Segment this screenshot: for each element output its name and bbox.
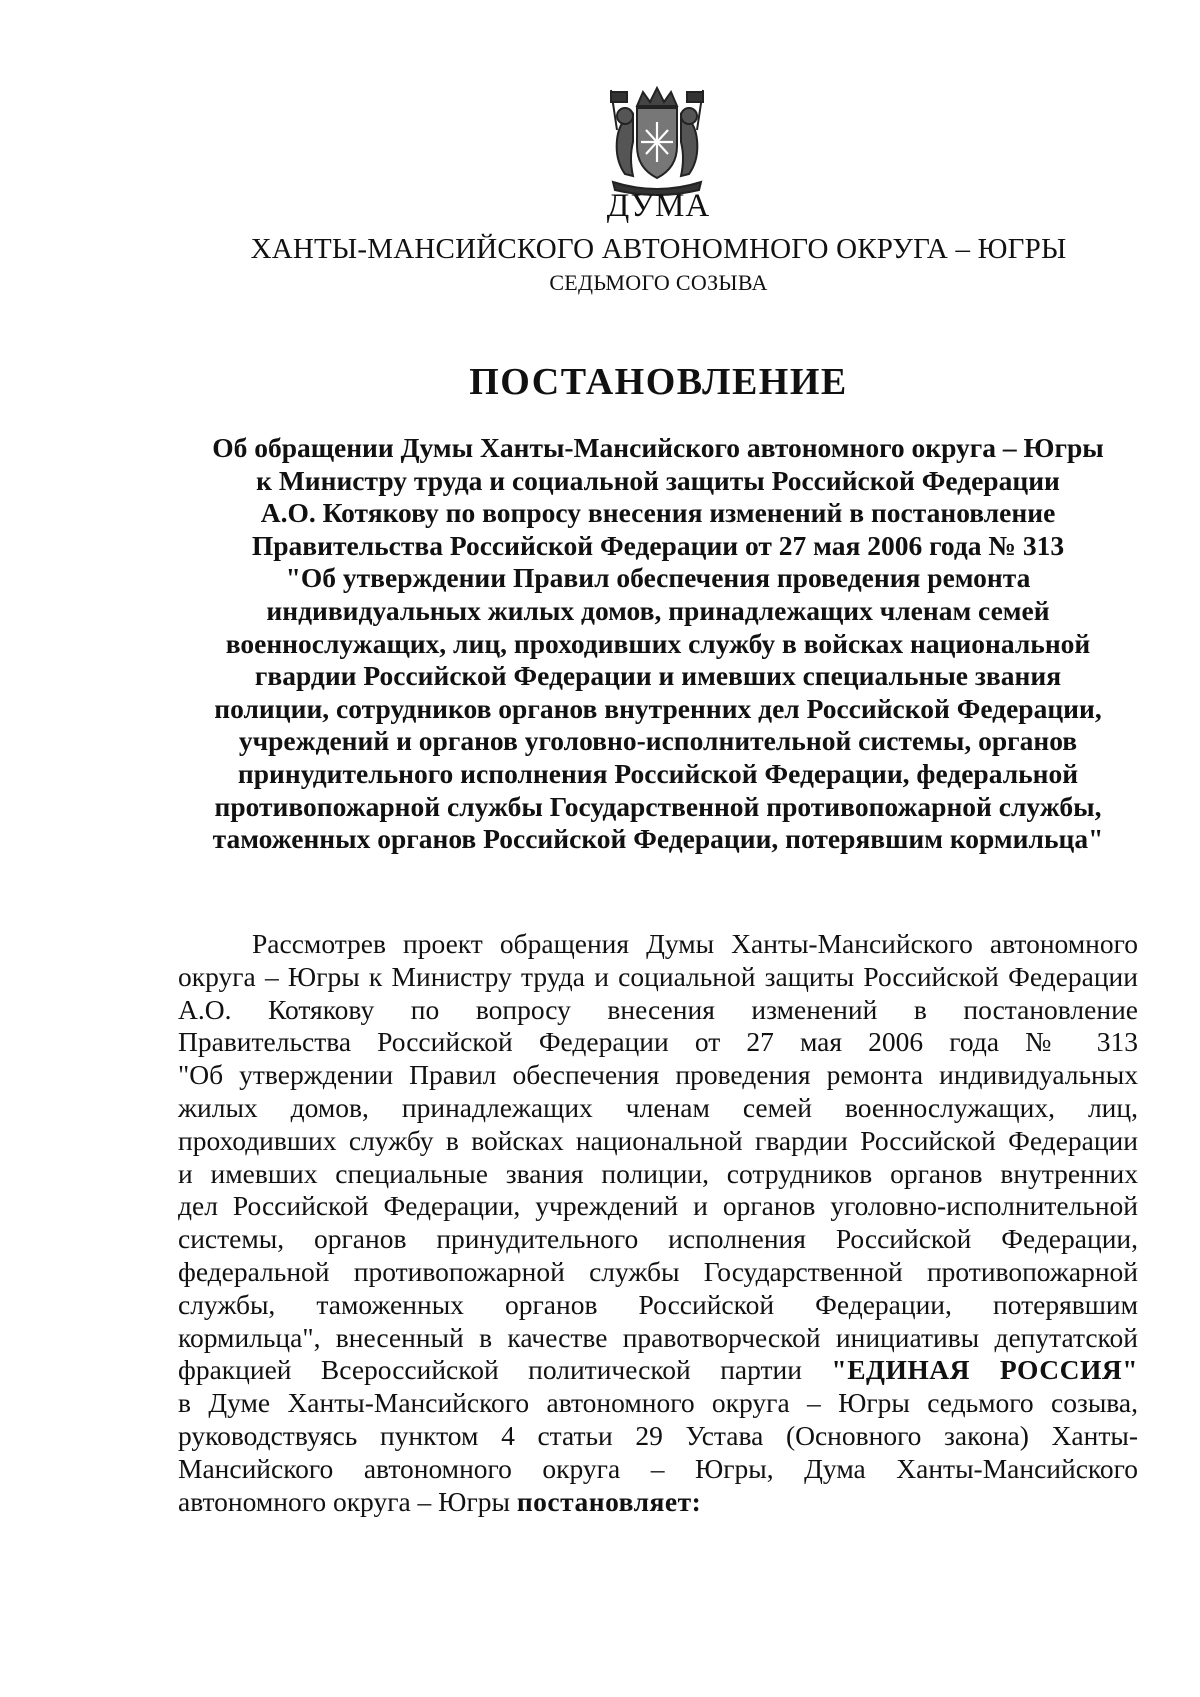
body-line: "Об утверждении Правил обеспечения проведения ремонта индивидуальных — [178, 1059, 1138, 1091]
subject-line: гвардии Российской Федерации и имевших специальные звания — [254, 660, 1062, 692]
subject-line: учреждений и органов уголовно-исполнительной системы, органов — [238, 725, 1078, 757]
resolves-word: постановляет: — [516, 1485, 702, 1517]
coat-of-arms-emblem — [603, 84, 711, 200]
body-line: проходивших службу в войсках национальной гвардии Российской Федерации — [178, 1124, 1138, 1156]
body-line: Рассмотрев проект обращения Думы Ханты-Мансийского автономного — [252, 928, 1138, 959]
body-line: жилых домов, принадлежащих членам семей военнослужащих, лиц, — [178, 1091, 1138, 1123]
body-line: дел Российской Федерации, учреждений и органов уголовно-исполнительной — [178, 1190, 1138, 1222]
body-line: Правительства Российской Федерации от 27 мая 2006 года № 313 — [178, 1026, 1138, 1058]
duma-heading: ДУМА — [606, 188, 711, 224]
subject-line: противопожарной службы Государственной противопожарной службы, — [214, 790, 1102, 822]
subject-line: индивидуальных жилых домов, принадлежащих членам семей — [266, 594, 1050, 626]
body-line — [178, 1486, 1138, 1519]
document-title: ПОСТАНОВЛЕНИЕ — [469, 361, 848, 403]
subject-line: военнослужащих, лиц, проходивших службу в войсках национальной — [225, 627, 1091, 659]
coat-of-arms-icon — [603, 84, 711, 200]
subject-line: "Об утверждении Правил обеспечения проведения ремонта — [285, 562, 1031, 594]
subject-line: Об обращении Думы Ханты-Мансийского автономного округа – Югры — [212, 432, 1104, 463]
document-subject — [178, 432, 1138, 856]
okrug-heading: ХАНТЫ-МАНСИЙСКОГО АВТОНОМНОГО ОКРУГА – ЮГРЫ — [250, 233, 1067, 265]
party-name: "ЕДИНАЯ РОССИЯ" — [831, 1354, 1138, 1386]
body-line: округа – Югры к Министру труда и социальной защиты Российской Федерации — [178, 960, 1138, 992]
fraction-text: фракцией Всероссийской политической партии — [178, 1354, 832, 1386]
subject-line: принудительного исполнения Российской Федерации, федеральной — [237, 757, 1079, 789]
subject-line: к Министру труда и социальной защиты Российской Федерации — [256, 464, 1060, 496]
body-paragraph — [178, 928, 1138, 1518]
body-line: федеральной противопожарной службы Государственной противопожарной — [178, 1255, 1138, 1287]
body-line: Мансийского автономного округа – Югры, Дума Ханты-Мансийского — [178, 1452, 1138, 1484]
body-line: системы, органов принудительного исполнения Российской Федерации, — [178, 1223, 1138, 1255]
body-line: А.О. Котякову по вопросу внесения изменений в постановление — [178, 993, 1138, 1025]
subject-line: Правительства Российской Федерации от 27 мая 2006 года № 313 — [251, 529, 1065, 561]
body-line: службы, таможенных органов Российской Федерации, потерявшим — [178, 1288, 1138, 1320]
subject-line: таможенных органов Российской Федерации, потерявшим кормильца" — [212, 823, 1104, 855]
subject-line: А.О. Котякову по вопросу внесения изменений в постановление — [260, 497, 1056, 529]
body-line — [178, 1354, 1138, 1387]
convocation-heading: СЕДЬМОГО СОЗЫВА — [549, 270, 768, 295]
body-line: и имевших специальные звания полиции, сотрудников органов внутренних — [178, 1157, 1138, 1189]
subject-line: полиции, сотрудников органов внутренних дел Российской Федерации, — [214, 692, 1102, 724]
body-line: в Думе Ханты-Мансийского автономного округа – Югры седьмого созыва, — [178, 1387, 1138, 1419]
body-line: кормильца", внесенный в качестве правотворческой инициативы депутатской — [178, 1321, 1138, 1353]
last-line-text: автономного округа – Югры — [178, 1485, 517, 1517]
body-line: руководствуясь пунктом 4 статьи 29 Устава (Основного закона) Ханты- — [178, 1419, 1138, 1451]
